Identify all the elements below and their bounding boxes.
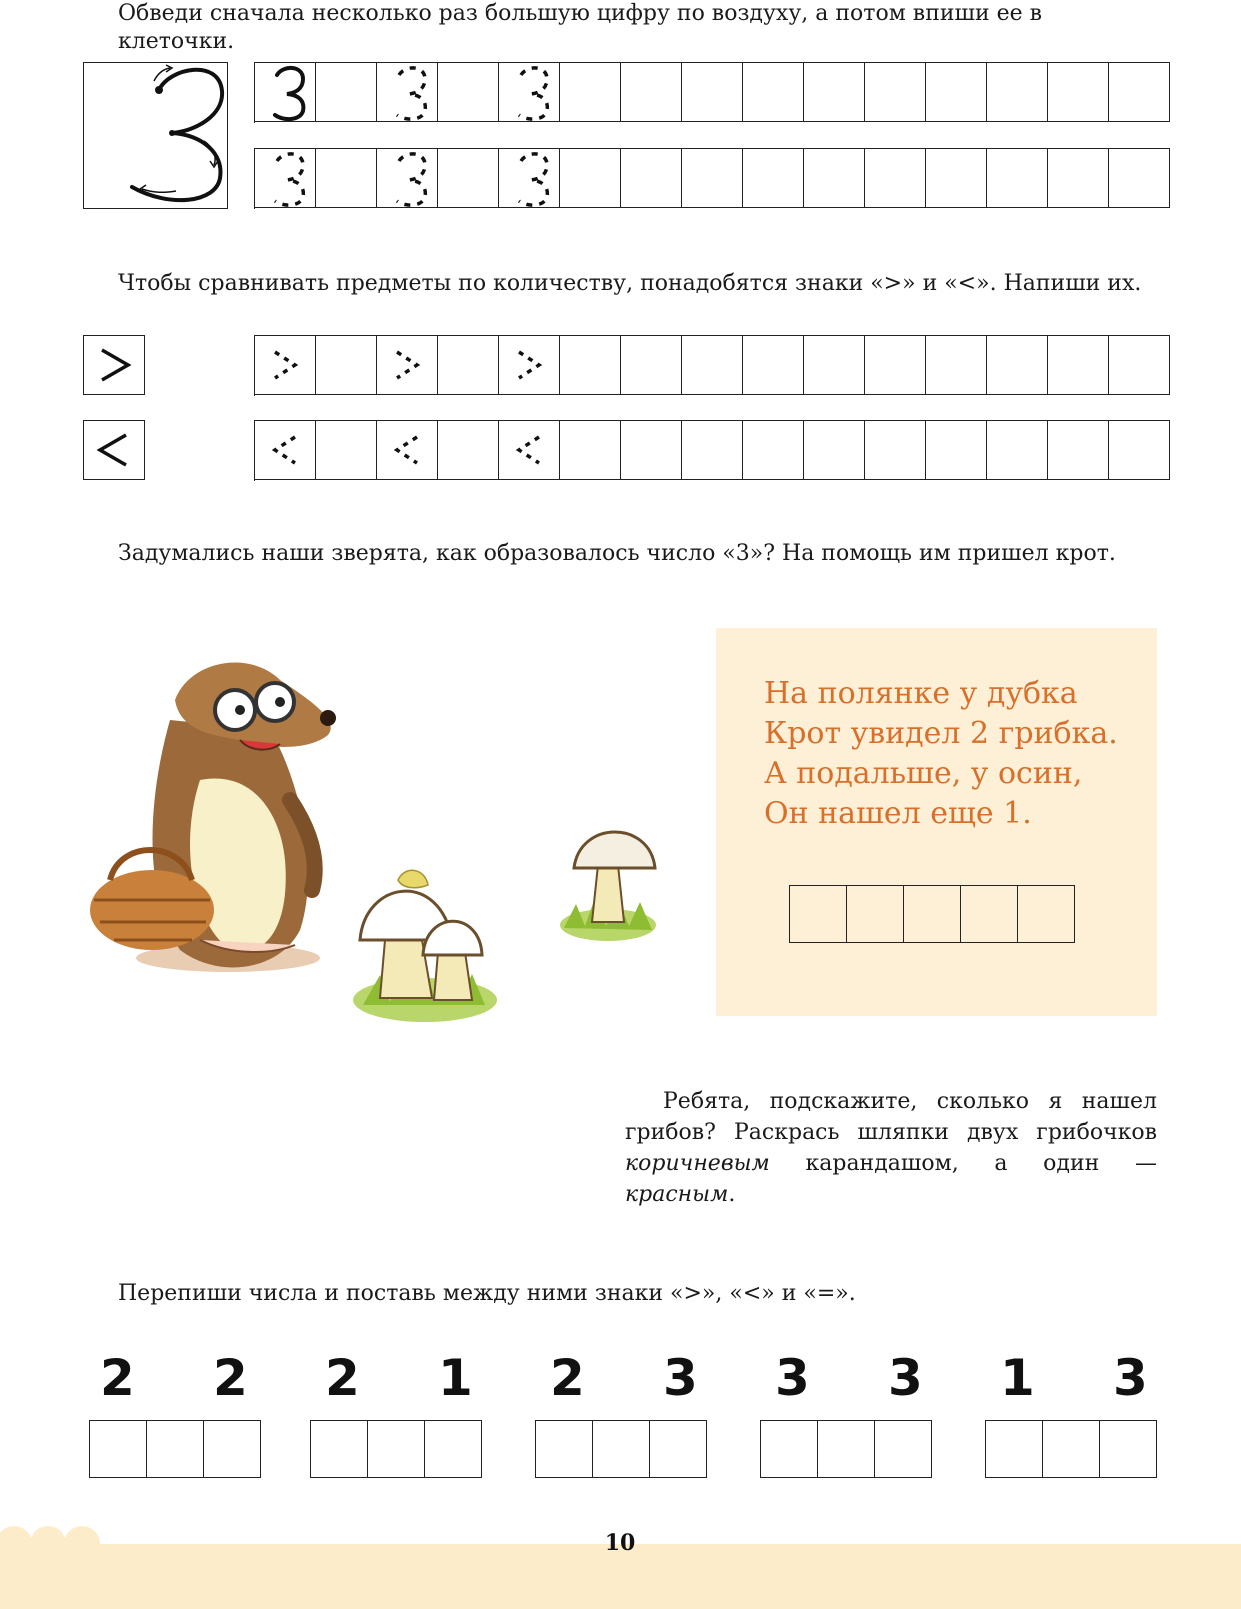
sign-cell[interactable] (743, 335, 804, 395)
answer-cell[interactable] (90, 1420, 147, 1478)
task2-instruction: Чтобы сравнивать предметы по количеству, понадобятся знаки «>» и «<». Напиши их. (118, 271, 1142, 296)
sign-cell[interactable] (438, 335, 499, 395)
sign-cell[interactable] (987, 335, 1048, 395)
compare-right-number: 2 (213, 1349, 248, 1407)
digit-cell-dotted[interactable] (377, 148, 438, 208)
mushroom-pair-illustration (353, 870, 497, 1022)
sign-cell[interactable] (865, 420, 926, 480)
poem-box (716, 628, 1157, 1016)
greater-sign-dotted-icon (255, 336, 315, 394)
prompt-text: Ребята, подскажите, сколько я нашел грибов? Раскрась шляпки двух грибочков (625, 1089, 1157, 1145)
sign-cell-dotted[interactable] (377, 420, 438, 480)
sign-cell-dotted[interactable] (255, 420, 316, 480)
sample-digit-box (83, 62, 228, 209)
compare-left-number: 2 (550, 1349, 585, 1407)
digit-cell[interactable] (865, 148, 926, 208)
digit-cell[interactable] (743, 62, 804, 122)
digit-cell[interactable] (438, 148, 499, 208)
answer-cell[interactable] (536, 1420, 593, 1478)
digit-cell[interactable] (865, 62, 926, 122)
compare-answer-boxes (985, 1420, 1157, 1478)
digit-cell[interactable] (316, 148, 377, 208)
sign-cell-dotted[interactable] (499, 335, 560, 395)
answer-cell[interactable] (593, 1420, 650, 1478)
sign-cell[interactable] (987, 420, 1048, 480)
sign-cell[interactable] (682, 420, 743, 480)
answer-cell[interactable] (1018, 885, 1075, 943)
digit-3-dotted (377, 149, 437, 207)
sign-cell-dotted[interactable] (499, 420, 560, 480)
sign-cell[interactable] (926, 335, 987, 395)
compare-right-number: 3 (1113, 1349, 1148, 1407)
digit-cell[interactable] (987, 148, 1048, 208)
digit-3-dotted (377, 63, 437, 121)
greater-sign-icon (84, 336, 144, 394)
compare-answer-boxes (89, 1420, 261, 1478)
digit-cell[interactable] (743, 148, 804, 208)
page-number: 10 (604, 1530, 636, 1556)
digit-3-dotted (499, 63, 559, 121)
answer-cell[interactable] (147, 1420, 204, 1478)
sign-cell[interactable] (621, 420, 682, 480)
digit-3-solid (255, 63, 315, 121)
single-mushroom-illustration (560, 832, 656, 941)
answer-cell[interactable] (311, 1420, 368, 1478)
sign-cell[interactable] (438, 420, 499, 480)
digit-cell[interactable] (926, 148, 987, 208)
sign-cell[interactable] (560, 420, 621, 480)
answer-cell[interactable] (818, 1420, 875, 1478)
poem-line: А подальше, у осин, (764, 756, 1083, 791)
sign-cell-dotted[interactable] (377, 335, 438, 395)
digit-3-tracing-diagram (84, 63, 227, 208)
sign-cell[interactable] (1048, 420, 1109, 480)
digit-cell[interactable] (560, 148, 621, 208)
answer-cell[interactable] (204, 1420, 261, 1478)
compare-answer-boxes (760, 1420, 932, 1478)
less-sign-row (254, 420, 1170, 481)
digit-cell-dotted[interactable] (377, 62, 438, 122)
sign-cell[interactable] (621, 335, 682, 395)
sign-cell[interactable] (1109, 420, 1170, 480)
digit-cell[interactable] (1109, 148, 1170, 208)
compare-left-number: 2 (325, 1349, 360, 1407)
answer-cell[interactable] (425, 1420, 482, 1478)
less-sign-dotted-icon (499, 421, 559, 479)
digit-cell[interactable] (682, 148, 743, 208)
mole-illustration (90, 663, 336, 972)
sign-cell-dotted[interactable] (255, 335, 316, 395)
answer-cell[interactable] (761, 1420, 818, 1478)
answer-cell[interactable] (650, 1420, 707, 1478)
sign-cell[interactable] (316, 420, 377, 480)
digit-3-dotted (499, 149, 559, 207)
sign-cell[interactable] (926, 420, 987, 480)
poem-line: Он нашел еще 1. (764, 796, 1032, 831)
answer-cell[interactable] (368, 1420, 425, 1478)
compare-right-number: 3 (888, 1349, 923, 1407)
answer-cell[interactable] (875, 1420, 932, 1478)
digit-cell[interactable] (804, 148, 865, 208)
sign-cell[interactable] (865, 335, 926, 395)
poem-answer-boxes (789, 885, 1075, 943)
digit-cell-dotted[interactable] (499, 62, 560, 122)
digit-cell[interactable] (987, 62, 1048, 122)
compare-left-number: 1 (1000, 1349, 1035, 1407)
sign-cell[interactable] (682, 335, 743, 395)
answer-cell[interactable] (790, 885, 847, 943)
answer-cell[interactable] (961, 885, 1018, 943)
compare-left-number: 2 (100, 1349, 135, 1407)
task3-intro: Задумались наши зверята, как образовалось число «3»? На помощь им пришел крот. (118, 541, 1116, 566)
sign-cell[interactable] (560, 335, 621, 395)
greater-sign-dotted-icon (499, 336, 559, 394)
digit-cell[interactable] (926, 62, 987, 122)
prompt-color-brown: коричневым (625, 1151, 770, 1176)
compare-right-number: 1 (438, 1349, 473, 1407)
compare-right-number: 3 (663, 1349, 698, 1407)
sign-cell[interactable] (1109, 335, 1170, 395)
sign-cell[interactable] (804, 335, 865, 395)
less-sign-dotted-icon (377, 421, 437, 479)
less-sign-icon (84, 421, 144, 479)
digit-row-1 (254, 62, 1170, 123)
sign-cell[interactable] (743, 420, 804, 480)
sign-cell[interactable] (804, 420, 865, 480)
digit-cell[interactable] (1048, 148, 1109, 208)
prompt-text: . (728, 1182, 736, 1207)
sign-cell[interactable] (316, 335, 377, 395)
answer-cell[interactable] (986, 1420, 1043, 1478)
digit-cell[interactable] (560, 62, 621, 122)
answer-cell[interactable] (847, 885, 904, 943)
prompt-text: карандашом, а один — (769, 1151, 1157, 1176)
digit-cell[interactable] (316, 62, 377, 122)
footer-decoration (0, 1522, 110, 1562)
less-sign-sample (83, 420, 145, 480)
mole-and-mushrooms-illustration (80, 640, 680, 1060)
answer-cell[interactable] (1043, 1420, 1100, 1478)
sign-cell[interactable] (1048, 335, 1109, 395)
digit-cell[interactable] (1109, 62, 1170, 122)
poem-line: Крот увидел 2 грибка. (764, 716, 1118, 751)
mole-prompt (625, 1086, 1157, 1210)
answer-cell[interactable] (1100, 1420, 1157, 1478)
poem (764, 674, 1118, 834)
compare-left-number: 3 (775, 1349, 810, 1407)
greater-sign-sample (83, 335, 145, 395)
digit-3-dotted (255, 149, 315, 207)
digit-cell[interactable] (804, 62, 865, 122)
compare-answer-boxes (310, 1420, 482, 1478)
greater-sign-row (254, 335, 1170, 396)
prompt-color-red: красным (625, 1182, 729, 1207)
greater-sign-dotted-icon (377, 336, 437, 394)
digit-cell[interactable] (682, 62, 743, 122)
digit-cell[interactable] (438, 62, 499, 122)
digit-cell-dotted[interactable] (499, 148, 560, 208)
poem-line: На полянке у дубка (764, 676, 1078, 711)
digit-cell[interactable] (621, 148, 682, 208)
digit-cell-sample[interactable] (255, 62, 316, 122)
digit-cell[interactable] (621, 62, 682, 122)
task1-instruction: Обведи сначала несколько раз большую цифру по воздуху, а потом впиши ее в клеточки. (118, 1, 1043, 54)
less-sign-dotted-icon (255, 421, 315, 479)
compare-answer-boxes (535, 1420, 707, 1478)
digit-cell-dotted[interactable] (255, 148, 316, 208)
task4-instruction: Перепиши числа и поставь между ними знаки «>», «<» и «=». (118, 1281, 856, 1306)
digit-cell[interactable] (1048, 62, 1109, 122)
digit-row-2 (254, 148, 1170, 209)
answer-cell[interactable] (904, 885, 961, 943)
